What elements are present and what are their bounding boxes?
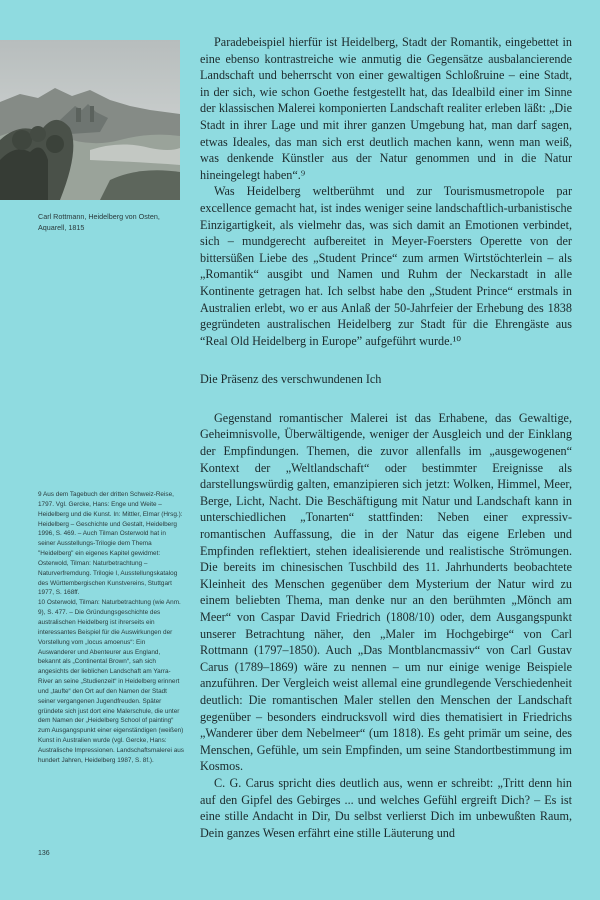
figure-caption: Carl Rottmann, Heidelberg von Osten, Aquarell, 1815 [38, 212, 160, 232]
main-text-column [200, 34, 572, 841]
paragraph: C. G. Carus spricht dies deutlich aus, wenn er schreibt: „Tritt denn hin auf den Gipfel des Gebirges ... und welches Gefühl ergreift Dich? – Es ist eine stille Andacht in Dir, Du selbst verlierst Dich im unbewußten Raum, Dein ganzes Wesen erfährt eine stille Läuterung und [200, 775, 572, 840]
footnote: 10 Osterwold, Tilman: Naturbetrachtung (wie Anm. 9), S. 477. – Die Gründungsgeschichte des australischen Heidelberg ist ihrerseits ein interessantes Beispiel für die Auswirkungen der Vorstellung vom „locus amoenus“: Ein Auswanderer und Abenteurer aus England, bekannt als „Continental Brown“, sah sich angesichts der lieblichen Landschaft am Yarra-River an seine „Studienzeit“ in Heidelberg erinnert und „taufte“ den Ort auf den Namen der Stadt seiner vergangenen Jugendfreuden. Später gründete sich just dort eine Malerschule, die unter dem Namen der „Heidelberg School of painting“ zum Ausgangspunkt einer eigenständigen (weißen) Kunst in Australien wurde (vgl. Gercke, Hans: Australische Impressionen. Landschaftsmalerei aus hundert Jahren, Heidelberg 1987, S. 8f.). [38, 599, 184, 764]
page-number: 136 [38, 850, 50, 857]
painting-image [0, 40, 180, 200]
paragraph: Paradebeispiel hierfür ist Heidelberg, Stadt der Romantik, eingebettet in eine ebenso kontrastreiche wie anmutig die Gegensätze ausbalancierende Landschaft und beherrscht von einer gewaltigen Schloßruine – eine Stadt, in der sich, wie schon Goethe festgestellt hat, das Idealbild einer im Sinne der klassischen Malerei komponierten Landschaft realiter erleben läßt: „Die Stadt in ihrer Lage und mit ihrer ganzen Umgebung hat, man darf sagen, etwas Ideales, das man sich erst deutlich machen kann, wenn man weiß, was denkende Künstler aus der Natur genommen und in die Natur hineingelegt haben“.⁹ [200, 35, 572, 182]
section-heading: Die Präsenz des verschwundenen Ich [200, 372, 382, 387]
paragraph: Was Heidelberg weltberühmt und zur Tourismusmetropole par excellence gemacht hat, ist indes weniger seine landschaftlich-urbanistische Einzigartigkeit, als vielmehr das, was sich damit an Emotionen verbindet, sich – mundgerecht aufbereitet in Meyer-Foersters Operette von der bittersüßen Liebe des „Student Prince“ zum armen Wirtstöchterlein – als „Romantik“ ausgibt und Namen und Ruhm der Neckarstadt in alle Kontinente getragen hat. Ich selbst habe den „Student Prince“ erstmals in Australien erlebt, wo er aus Anlaß der 50-Jahrfeier der Erhebung des 1838 gegründeten australischen Heidelberg zur Stadt für die Ehrengäste aus “Real Old Heidelberg in Europe” aufgeführt wurde.¹⁰ [200, 184, 572, 348]
heidelberg-watercolor-illustration [0, 40, 180, 200]
footnote: 9 Aus dem Tagebuch der dritten Schweiz-Reise, 1797. Vgl. Gercke, Hans: Enge und Weite – Heidelberg und die Kunst. In: Mittler, Elmar (Hrsg.): Heidelberg – Geschichte und Gestalt, Heidelberg 1996, S. 469. – Auch Tilman Osterwold hat in seiner Ausstellungs-Trilogie dem Thema "Heidelberg" ein eigenes Kapitel gewidmet: Osterwold, Tilman: Naturbetrachtung – Naturverfremdung. Trilogie I, Ausstellungskatalog des Württembergischen Kunstvereins, Stuttgart 1977, S. 168ff. [38, 491, 183, 597]
paragraph: Gegenstand romantischer Malerei ist das Erhabene, das Gewaltige, Geheimnisvolle, Überwältigende, weniger der Ausgleich und der Einklang der Empfindungen. Themen, die zuvor allenfalls im „ausgewogenen“ Kontext der „Weltlandschaft“ oder bestimmter Ereignisse als darstellungswürdig galten, emanzipieren sich jetzt: Wolken, Himmel, Meer, Berge, Licht, Nacht. Die Beschäftigung mit Natur und Landschaft kann in unterschiedlichen „Tonarten“ stattfinden: Neben einer expressiv-romantischen Auffassung, die in der Natur das eigene Erleben und Empfinden reflektiert, stehen idealisierende und realistische Strömungen. Die bereits im chinesischen Tuschbild des 11. Jahrhunderts beobachtete Kleinheit des Menschen gegenüber dem Mysterium der Natur wird zu einem beliebten Thema, man denke nur an den berühmten „Mönch am Meer“ von Caspar David Friedrich (1808/10) oder, dem Ausgangspunkt unserer Betrachtung näher, den „Maler im Hochgebirge“ von Carl Rottmann (1797–1850). Auch „Das Montblancmassiv“ von Carl Gustav Carus (1789–1869) wäre zu nennen – um nur einige wenige Beispiele anzuführen. Der Vergleich weist allemal eine grundlegende Verschiedenheit deutlich: Die romantischen Maler stellen den Menschen der Landschaft gegenüber – besonders eindrucksvoll wird dies thematisiert in Friedrichs „Wanderer über dem Nebelmeer“ (um 1818). Es geht primär um seine, des Menschen, Gefühle, um sein Empfinden, um seine Standortbestimmung im Kosmos. [200, 410, 572, 774]
footnotes [38, 490, 184, 766]
